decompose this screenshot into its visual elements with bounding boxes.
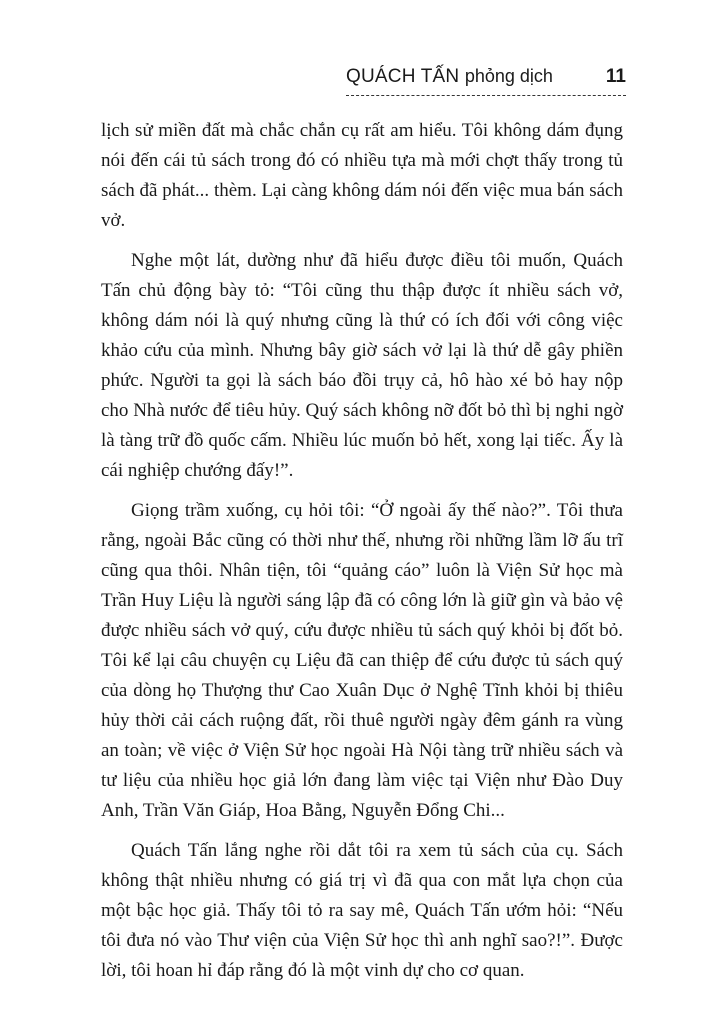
running-header bbox=[346, 66, 626, 96]
page-number: 11 bbox=[605, 66, 626, 87]
header-divider bbox=[346, 95, 626, 96]
paragraph-continued: lịch sử miền đất mà chắc chắn cụ rất am hiểu. Tôi không dám đụng nói đến cái tủ sách trong đó có nhiều tựa mà mới chợt thấy trong tủ sách đã phát... thèm. Lại càng không dám nói đến việc mua bán sách vở. bbox=[101, 120, 623, 231]
paragraph: Quách Tấn lắng nghe rồi dắt tôi ra xem tủ sách của cụ. Sách không thật nhiều nhưng có giá trị vì đã qua con mắt lựa chọn của một bậc học giả. Thấy tôi tỏ ra say mê, Quách Tấn ướm hỏi: “Nếu tôi đưa nó vào Thư viện của Viện Sử học thì anh nghĩ sao?!”. Được lời, tôi hoan hỉ đáp rằng đó là một vinh dự cho cơ quan. bbox=[101, 840, 623, 981]
paragraph: Giọng trầm xuống, cụ hỏi tôi: “Ở ngoài ấy thế nào?”. Tôi thưa rằng, ngoài Bắc cũng có thời như thế, nhưng rồi những lầm lỡ ấu trĩ cũng qua thôi. Nhân tiện, tôi “quảng cáo” luôn là Viện Sử học mà Trần Huy Liệu là người sáng lập đã có công lớn là giữ gìn và bảo vệ được nhiều sách vở quý, cứu được nhiều tủ sách quý khỏi bị đốt bỏ. Tôi kể lại câu chuyện cụ Liệu đã can thiệp để cứu được tủ sách quý của dòng họ Thượng thư Cao Xuân Dục ở Nghệ Tĩnh khỏi bị thiêu hủy thời cải cách ruộng đất, rồi thuê người ngày đêm gánh ra vùng an toàn; về việc ở Viện Sử học ngoài Hà Nội tàng trữ nhiều sách và tư liệu của nhiều học giả lớn đang làm việc tại Viện như Đào Duy Anh, Trần Văn Giáp, Hoa Bằng, Nguyễn Đổng Chi... bbox=[101, 500, 623, 821]
running-header-title bbox=[346, 66, 553, 88]
header-title-sub: phỏng dịch bbox=[464, 66, 553, 86]
header-title-main: QUÁCH TẤN bbox=[346, 66, 465, 87]
paragraph: Nghe một lát, dường như đã hiểu được điều tôi muốn, Quách Tấn chủ động bày tỏ: “Tôi cũng thu thập được ít nhiều sách vở, không dám nói là quý nhưng cũng là thứ có ích đối với công việc khảo cứu của mình. Nhưng bây giờ sách vở lại là thứ dễ gây phiền phức. Người ta gọi là sách báo đồi trụy cả, hô hào xé bỏ hay nộp cho Nhà nước để tiêu hủy. Quý sách không nỡ đốt bỏ thì bị nghi ngờ là tàng trữ đồ quốc cấm. Nhiều lúc muốn bỏ hết, xong lại tiếc. Ấy là cái nghiệp chướng đấy!”. bbox=[101, 250, 623, 481]
page-body bbox=[101, 116, 623, 996]
